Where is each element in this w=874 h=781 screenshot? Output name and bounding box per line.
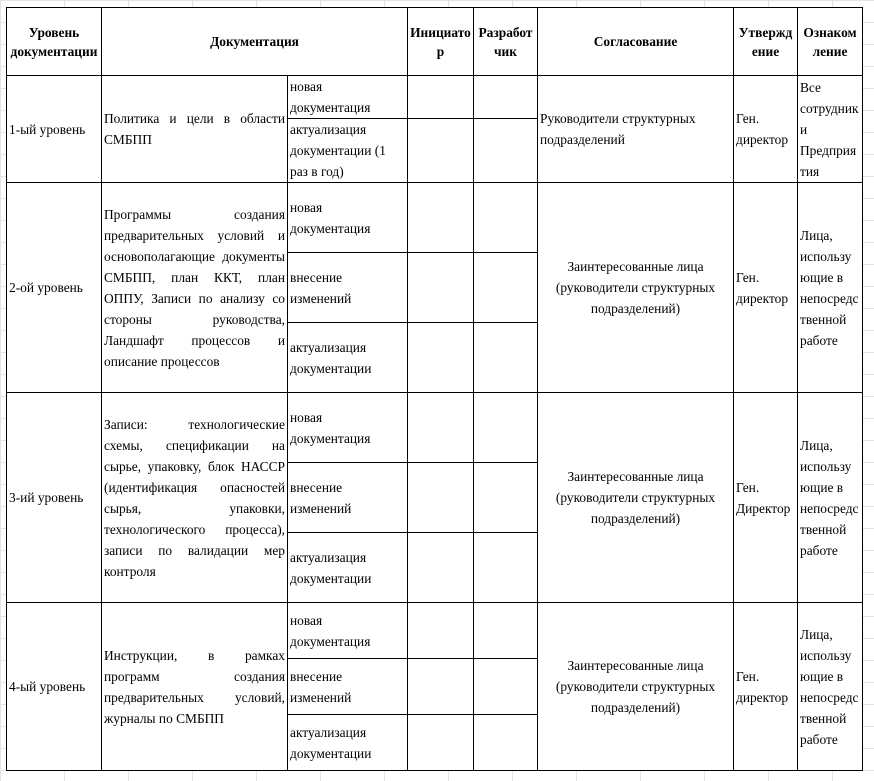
- documentation-cell: Записи: технологические схемы, спецификации на сырье, упаковку, блок НАССР (идентификация опасностей сырья, упаковки, технологического процесса), записи по валидации мер контроля: [102, 393, 288, 603]
- header-approval: Утверждение: [734, 8, 798, 76]
- approval-cell: Ген. Директор: [734, 393, 798, 603]
- developer-cell: [474, 323, 538, 393]
- documentation-cell: Политика и цели в области СМБПП: [102, 76, 288, 183]
- familiarization-cell: Все сотрудники Предприятия: [798, 76, 863, 183]
- familiarization-cell: Лица, использующие в непосредственной работе: [798, 183, 863, 393]
- subrow-cell: внесение изменений: [288, 659, 408, 715]
- developer-cell: [474, 76, 538, 119]
- agreement-cell: Заинтересованные лица (руководители структурных подразделений): [538, 183, 734, 393]
- header-documentation: Документация: [102, 8, 408, 76]
- initiator-cell: [408, 533, 474, 603]
- subrow-cell: новая документация: [288, 393, 408, 463]
- subrow-cell: актуализация документации: [288, 533, 408, 603]
- approval-cell: Ген. директор: [734, 183, 798, 393]
- initiator-cell: [408, 659, 474, 715]
- header-initiator: Инициатор: [408, 8, 474, 76]
- header-agreement: Согласование: [538, 8, 734, 76]
- subrow-cell: новая документация: [288, 76, 408, 119]
- developer-cell: [474, 533, 538, 603]
- level-cell: 3-ий уровень: [7, 393, 102, 603]
- initiator-cell: [408, 253, 474, 323]
- initiator-cell: [408, 183, 474, 253]
- initiator-cell: [408, 323, 474, 393]
- documentation-cell: Программы создания предварительных условий и основополагающие документы СМБПП, план ККТ, план ОППУ, Записи по анализу со стороны руководства, Ландшафт процессов и описание процессов: [102, 183, 288, 393]
- subrow-cell: новая документация: [288, 183, 408, 253]
- initiator-cell: [408, 119, 474, 183]
- agreement-cell: Заинтересованные лица (руководители структурных подразделений): [538, 603, 734, 771]
- header-row: [7, 8, 863, 76]
- level-cell: 1-ый уровень: [7, 76, 102, 183]
- header-level: Уровень документации: [7, 8, 102, 76]
- level-cell: 4-ый уровень: [7, 603, 102, 771]
- header-familiarization: Ознакомление: [798, 8, 863, 76]
- documentation-matrix-table: [6, 7, 863, 771]
- documentation-cell: Инструкции, в рамках программ создания предварительных условий, журналы по СМБПП: [102, 603, 288, 771]
- subrow-cell: актуализация документации (1 раз в год): [288, 119, 408, 183]
- developer-cell: [474, 183, 538, 253]
- subrow-cell: внесение изменений: [288, 463, 408, 533]
- developer-cell: [474, 119, 538, 183]
- subrow-cell: внесение изменений: [288, 253, 408, 323]
- table-row: [7, 393, 863, 463]
- agreement-cell: Заинтересованные лица (руководители структурных подразделений): [538, 393, 734, 603]
- initiator-cell: [408, 463, 474, 533]
- developer-cell: [474, 659, 538, 715]
- developer-cell: [474, 603, 538, 659]
- table-row: [7, 76, 863, 119]
- level-cell: 2-ой уровень: [7, 183, 102, 393]
- subrow-cell: новая документация: [288, 603, 408, 659]
- initiator-cell: [408, 715, 474, 771]
- developer-cell: [474, 463, 538, 533]
- familiarization-cell: Лица, использующие в непосредственной работе: [798, 393, 863, 603]
- familiarization-cell: Лица, использующие в непосредственной работе: [798, 603, 863, 771]
- developer-cell: [474, 715, 538, 771]
- table-row: [7, 183, 863, 253]
- developer-cell: [474, 393, 538, 463]
- developer-cell: [474, 253, 538, 323]
- initiator-cell: [408, 76, 474, 119]
- initiator-cell: [408, 393, 474, 463]
- approval-cell: Ген. директор: [734, 76, 798, 183]
- subrow-cell: актуализация документации: [288, 323, 408, 393]
- initiator-cell: [408, 603, 474, 659]
- table-row: [7, 603, 863, 659]
- approval-cell: Ген. директор: [734, 603, 798, 771]
- header-developer: Разработчик: [474, 8, 538, 76]
- agreement-cell: Руководители структурных подразделений: [538, 76, 734, 183]
- subrow-cell: актуализация документации: [288, 715, 408, 771]
